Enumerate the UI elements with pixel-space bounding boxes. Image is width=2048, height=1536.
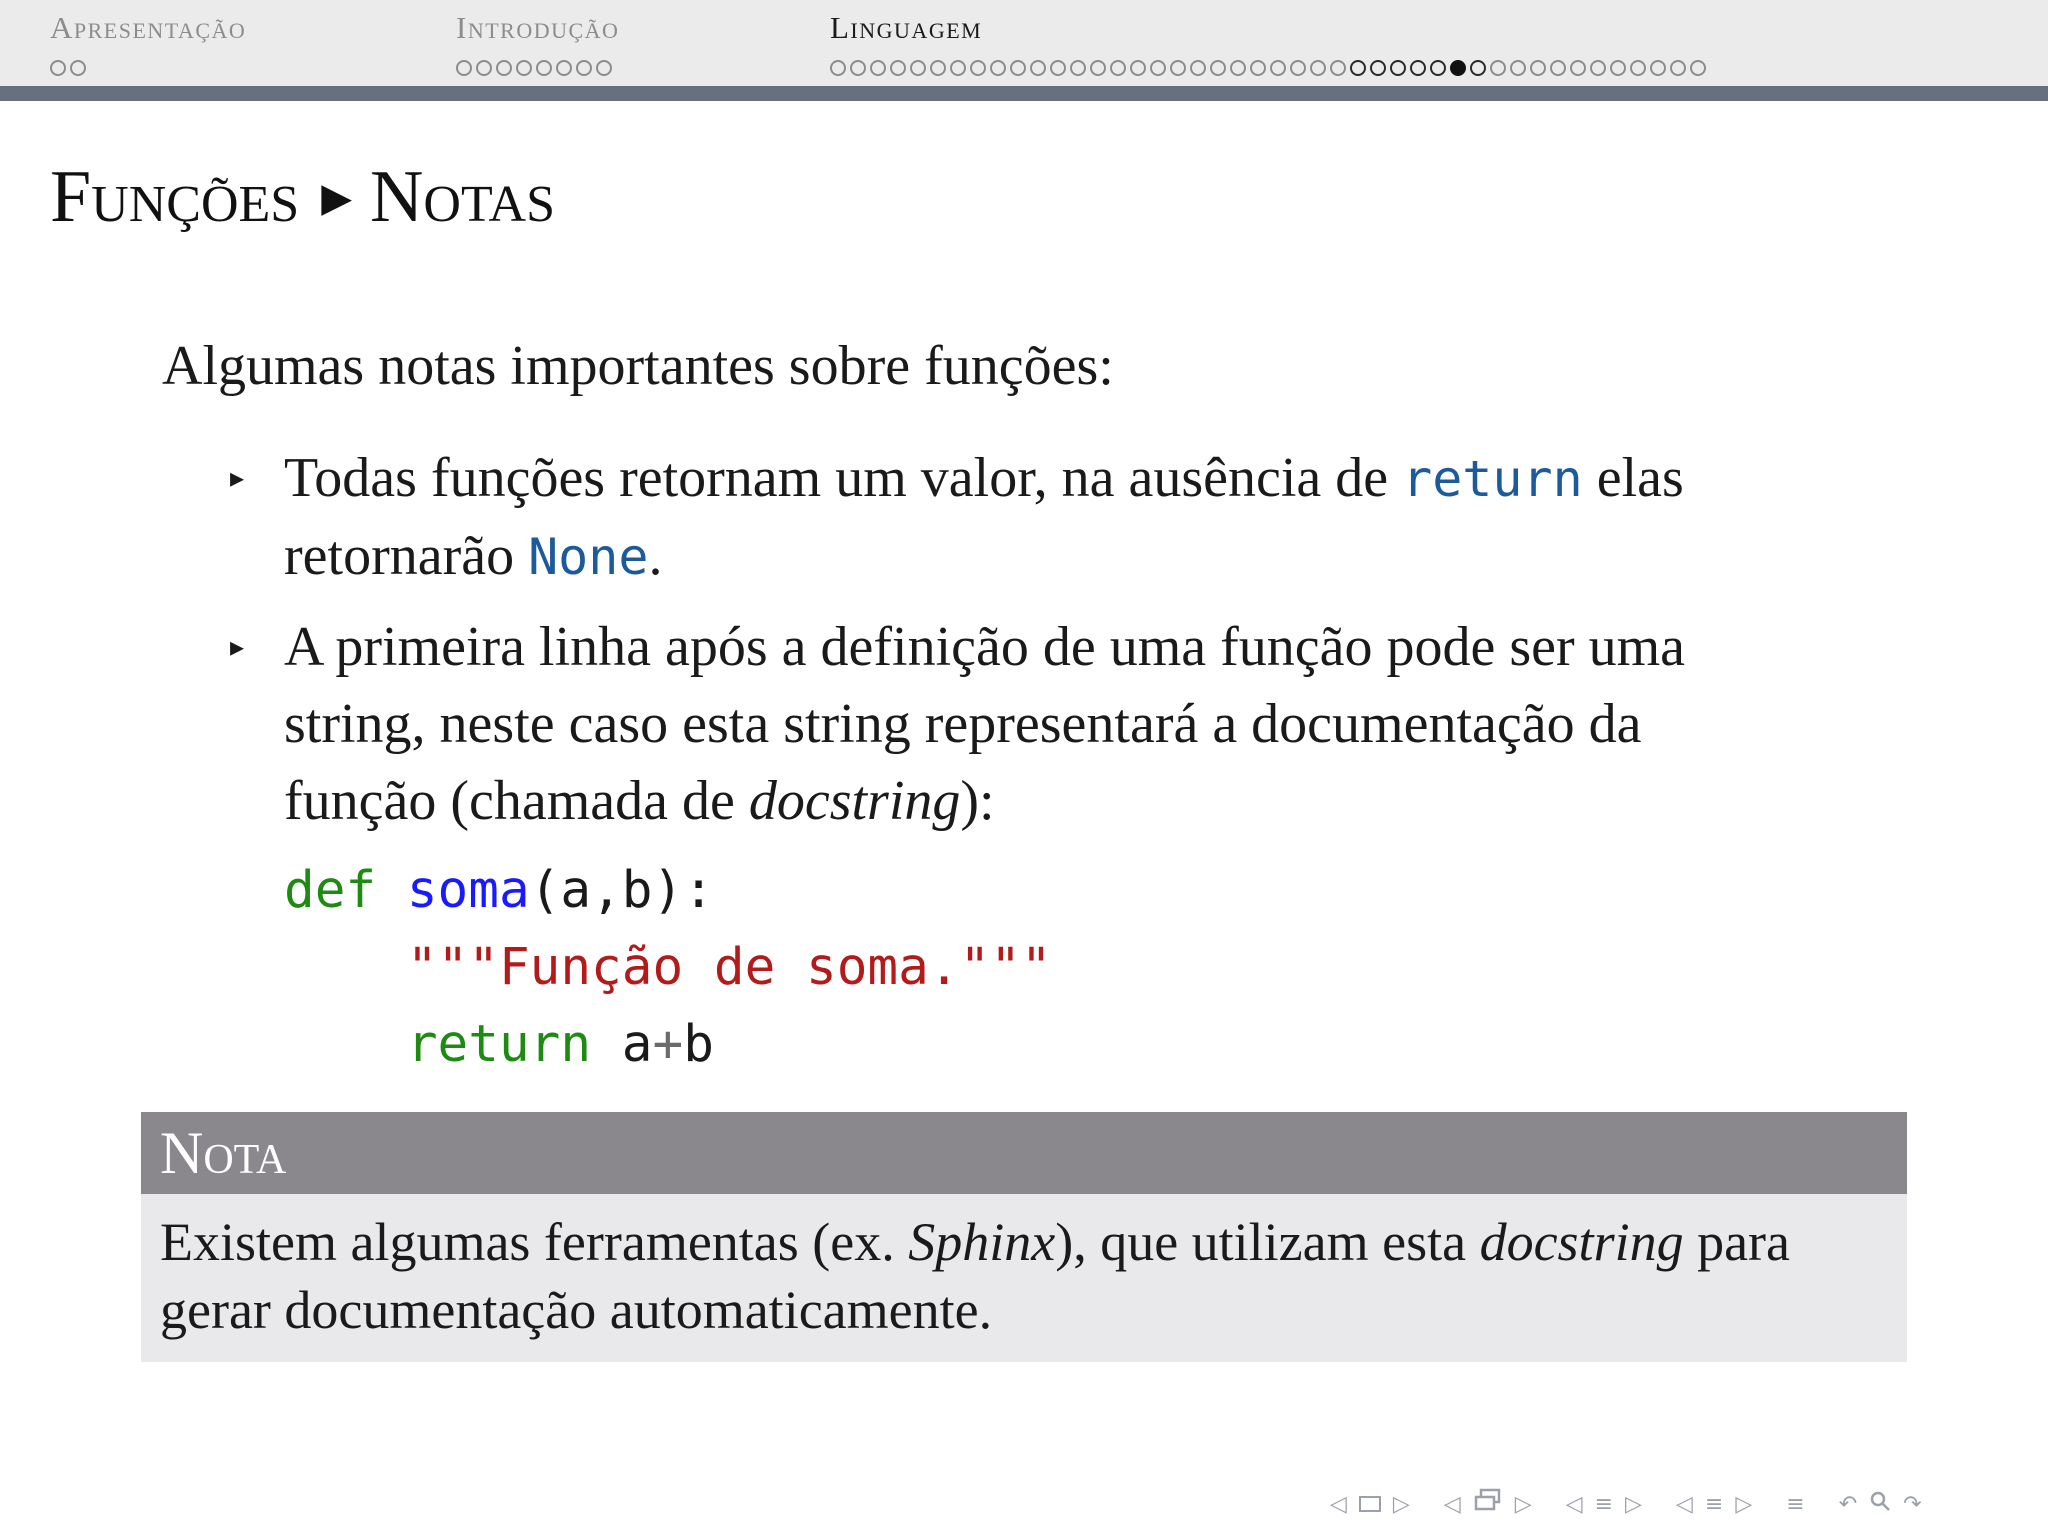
next-section-icon[interactable]: ▷ bbox=[1625, 1491, 1642, 1517]
text: ): bbox=[960, 770, 995, 832]
emphasis-sphinx: Sphinx bbox=[908, 1212, 1056, 1272]
slide-dot[interactable] bbox=[1690, 60, 1706, 76]
inline-code: None bbox=[528, 528, 649, 586]
code-operator: + bbox=[652, 1015, 684, 1074]
next-document-icon[interactable]: ▷ bbox=[1735, 1491, 1753, 1517]
frame-title-subsection: Notas bbox=[369, 156, 556, 238]
note-block bbox=[141, 1112, 1907, 1362]
document-menu-icon[interactable]: ≡ bbox=[1704, 1491, 1724, 1517]
text: para bbox=[1683, 1212, 1791, 1272]
slide-dot[interactable] bbox=[1350, 60, 1366, 76]
slide-dot[interactable] bbox=[850, 60, 866, 76]
slide-dot[interactable] bbox=[830, 60, 846, 76]
document-nav bbox=[1676, 1492, 1752, 1517]
code-text: a bbox=[621, 1015, 653, 1074]
slide-dot[interactable] bbox=[1510, 60, 1526, 76]
note-line bbox=[160, 1208, 1888, 1276]
frame-title-section: Funções bbox=[50, 156, 300, 238]
emphasis-docstring: docstring bbox=[1479, 1212, 1684, 1272]
slide-dot[interactable] bbox=[1610, 60, 1626, 76]
slide-dot[interactable] bbox=[1110, 60, 1126, 76]
slide-dots bbox=[50, 60, 246, 80]
triangle-right-icon: ▶ bbox=[321, 175, 352, 221]
history-nav bbox=[1839, 1490, 1922, 1518]
bullet-line: string, neste caso esta string representará a documentação da bbox=[284, 693, 1642, 755]
bullet-line: A primeira linha após a definição de uma função pode ser uma bbox=[284, 616, 1686, 678]
bullet-item bbox=[230, 440, 1844, 596]
next-frame-icon[interactable]: ▷ bbox=[1392, 1491, 1410, 1517]
nav-section-title[interactable]: Apresentação bbox=[50, 10, 247, 45]
nav-section-title[interactable]: Introdução bbox=[456, 10, 620, 45]
slide-dot[interactable] bbox=[1190, 60, 1206, 76]
slide-dot[interactable] bbox=[596, 60, 612, 76]
note-line: gerar documentação automaticamente. bbox=[160, 1280, 993, 1340]
search-icon[interactable] bbox=[1869, 1490, 1891, 1518]
bullet-item bbox=[230, 609, 1844, 840]
slide-dot[interactable] bbox=[930, 60, 946, 76]
bullet-line bbox=[284, 763, 1844, 840]
slide-dot[interactable] bbox=[496, 60, 512, 76]
redo-icon[interactable]: ↷ bbox=[1903, 1491, 1922, 1517]
prev-document-icon[interactable]: ◁ bbox=[1675, 1491, 1693, 1517]
next-subsection-icon[interactable]: ▷ bbox=[1514, 1491, 1532, 1517]
slide-dot[interactable] bbox=[1230, 60, 1246, 76]
text: Todas funções retornam um valor, na ausência de bbox=[284, 447, 1403, 509]
slide-dot[interactable] bbox=[1210, 60, 1226, 76]
emphasis-docstring: docstring bbox=[748, 770, 961, 832]
slide-dot[interactable] bbox=[50, 60, 66, 76]
code-block bbox=[284, 852, 1052, 1083]
stacked-frames-icon[interactable] bbox=[1473, 1488, 1503, 1520]
nav-section-title[interactable]: Linguagem bbox=[830, 10, 983, 45]
code-docstring: """Função de soma.""" bbox=[406, 938, 1052, 997]
slide-dot[interactable] bbox=[536, 60, 552, 76]
slide-dot[interactable] bbox=[1250, 60, 1266, 76]
section-nav bbox=[1566, 1492, 1642, 1517]
slide-dot[interactable] bbox=[1170, 60, 1186, 76]
slide-dot[interactable] bbox=[1430, 60, 1446, 76]
slide-dot[interactable] bbox=[950, 60, 966, 76]
note-body bbox=[141, 1194, 1907, 1362]
slide-dot[interactable] bbox=[456, 60, 472, 76]
slide-dot[interactable] bbox=[1090, 60, 1106, 76]
prev-frame-icon[interactable]: ◁ bbox=[1330, 1491, 1347, 1517]
slide-dot[interactable] bbox=[910, 60, 926, 76]
slide-dot[interactable] bbox=[1630, 60, 1646, 76]
section-menu-icon[interactable]: ≡ bbox=[1594, 1491, 1614, 1517]
frame-nav bbox=[1330, 1492, 1410, 1517]
slide-dot[interactable] bbox=[890, 60, 906, 76]
slide-dot[interactable] bbox=[1550, 60, 1566, 76]
nav-section-introducao[interactable] bbox=[456, 10, 619, 80]
text: ), que utilizam esta bbox=[1055, 1212, 1480, 1272]
inline-code: return bbox=[1402, 450, 1583, 508]
slide-dot[interactable] bbox=[476, 60, 492, 76]
slide-dot[interactable] bbox=[990, 60, 1006, 76]
slide-dot[interactable] bbox=[870, 60, 886, 76]
code-keyword: return bbox=[406, 1015, 592, 1074]
slide-dot[interactable] bbox=[1070, 60, 1086, 76]
text: elas bbox=[1582, 447, 1684, 509]
nav-section-apresentacao[interactable] bbox=[50, 10, 246, 80]
code-keyword: def bbox=[284, 861, 377, 920]
slide-dot[interactable] bbox=[1150, 60, 1166, 76]
slide-dot[interactable] bbox=[70, 60, 86, 76]
slide-dot[interactable] bbox=[1330, 60, 1346, 76]
section-navigation-bar bbox=[0, 0, 2048, 86]
slide-dot[interactable] bbox=[1590, 60, 1606, 76]
text: . bbox=[648, 525, 663, 587]
slide-dot[interactable] bbox=[556, 60, 572, 76]
slide-dot[interactable] bbox=[1390, 60, 1406, 76]
code-params: (a,b): bbox=[529, 861, 714, 920]
code-function-name: soma bbox=[406, 861, 530, 920]
undo-icon[interactable]: ↶ bbox=[1838, 1491, 1858, 1517]
subsection-nav bbox=[1444, 1488, 1532, 1520]
slide-dot[interactable] bbox=[1130, 60, 1146, 76]
slide-dot[interactable] bbox=[1010, 60, 1026, 76]
appendix-nav bbox=[1786, 1492, 1804, 1517]
slide-dot[interactable] bbox=[1370, 60, 1386, 76]
text: retornarão bbox=[284, 525, 529, 587]
bullet-triangle-icon: ▸ bbox=[230, 632, 245, 663]
current-slide-dot[interactable] bbox=[1450, 60, 1466, 76]
slide-dot[interactable] bbox=[1030, 60, 1046, 76]
slide-dot[interactable] bbox=[1290, 60, 1306, 76]
text: Existem algumas ferramentas (ex. bbox=[160, 1212, 909, 1272]
slide-dot[interactable] bbox=[970, 60, 986, 76]
bullet-line bbox=[284, 518, 1844, 596]
slide-dot[interactable] bbox=[576, 60, 592, 76]
slide-dot[interactable] bbox=[516, 60, 532, 76]
prev-subsection-icon[interactable]: ◁ bbox=[1443, 1491, 1461, 1517]
note-title: Nota bbox=[141, 1112, 1907, 1194]
nav-section-linguagem[interactable] bbox=[830, 10, 1706, 80]
text: função (chamada de bbox=[284, 770, 749, 832]
prev-section-icon[interactable]: ◁ bbox=[1565, 1491, 1583, 1517]
slide-dots bbox=[830, 60, 1706, 80]
frame-icon[interactable] bbox=[1359, 1496, 1381, 1512]
slide-dot[interactable] bbox=[1490, 60, 1506, 76]
slide-dot[interactable] bbox=[1650, 60, 1666, 76]
slide-dots bbox=[456, 60, 619, 80]
slide-dot[interactable] bbox=[1050, 60, 1066, 76]
slide-dot[interactable] bbox=[1270, 60, 1286, 76]
slide-dot[interactable] bbox=[1570, 60, 1586, 76]
bullet-line bbox=[284, 440, 1844, 518]
slide-dot[interactable] bbox=[1530, 60, 1546, 76]
bullet-triangle-icon: ▸ bbox=[230, 463, 245, 494]
code-text: b bbox=[683, 1015, 714, 1074]
slide-dot[interactable] bbox=[1470, 60, 1486, 76]
slide-dot[interactable] bbox=[1670, 60, 1686, 76]
slide-dot[interactable] bbox=[1410, 60, 1426, 76]
frame-title bbox=[50, 152, 555, 249]
intro-text: Algumas notas importantes sobre funções: bbox=[162, 335, 1114, 397]
slide-dot[interactable] bbox=[1310, 60, 1326, 76]
beamer-navigation-symbols bbox=[1330, 1488, 1922, 1520]
toc-menu-icon[interactable]: ≡ bbox=[1786, 1491, 1805, 1517]
header-divider bbox=[0, 86, 2048, 101]
